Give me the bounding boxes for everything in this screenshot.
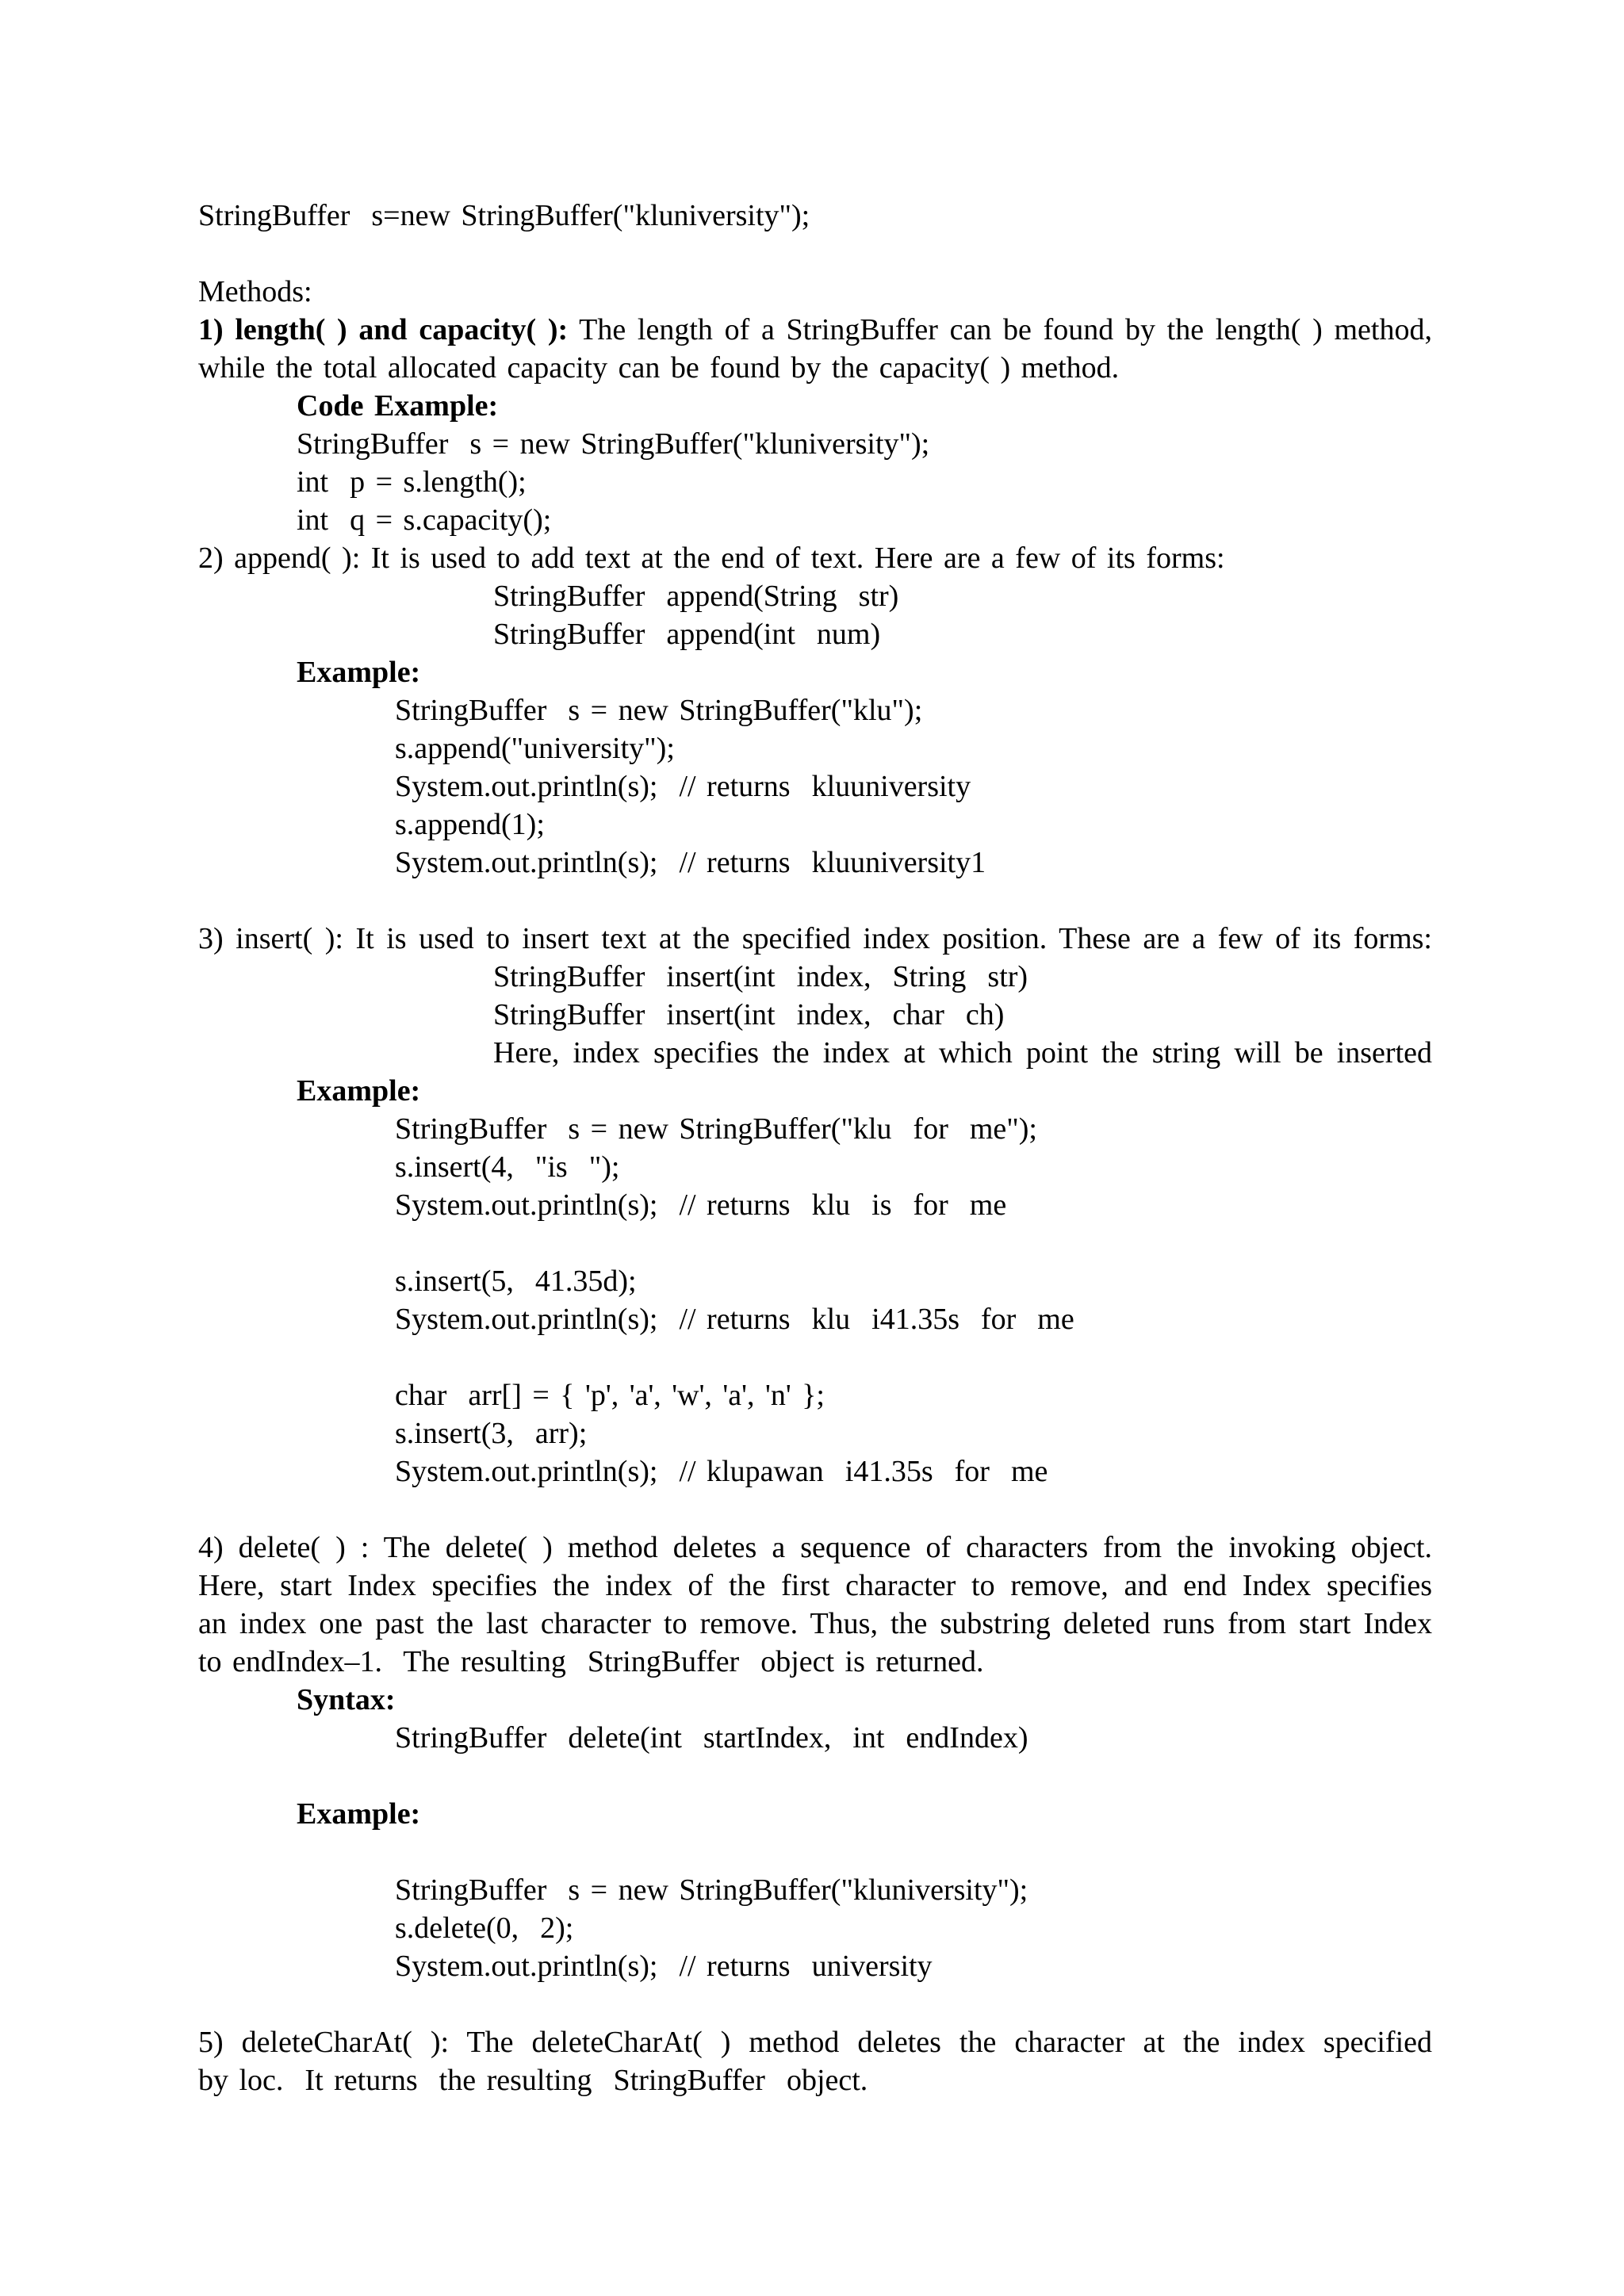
method-1-desc-1: The length of a StringBuffer can be found by the length( ) method, [579,313,1432,346]
method-4-syntax-label: Syntax: [297,1683,396,1716]
method-4-paragraph-line: an index one past the last character to remove. Thus, the substring deleted runs from start Index [198,1607,1432,1640]
method-3-form: StringBuffer insert(int index, String str) [493,960,1028,993]
method-4-syntax: StringBuffer delete(int startIndex, int endIndex) [395,1721,1028,1755]
method-4-paragraph-last-line: to endIndex–1. The resulting StringBuffer object is returned. [198,1645,984,1678]
method-1-line-2: while the total allocated capacity can be found by the capacity( ) method. [198,351,1120,385]
method-3-title-line: 3) insert( ): It is used to insert text at the specified index position. These are a few of its forms: [198,922,1432,955]
method-2-code-line: System.out.println(s); // returns kluuniversity [395,770,971,803]
method-4-paragraph-line: 4) delete( ) : The delete( ) method deletes a sequence of characters from the invoking object. [198,1531,1432,1564]
method-3-code-line: s.insert(5, 41.35d); [395,1265,637,1298]
method-5-line-2: by loc. It returns the resulting StringBuffer object. [198,2064,868,2097]
method-2-example-label: Example: [297,656,421,689]
method-3-code-line: s.insert(3, arr); [395,1417,588,1450]
method-2-code-line: StringBuffer s = new StringBuffer("klu"); [395,694,923,727]
method-2-code-line: s.append("university"); [395,732,675,765]
method-3-code-line: char arr[] = { 'p', 'a', 'w', 'a', 'n' }; [395,1379,825,1412]
method-4-paragraph-line: Here, start Index specifies the index of the first character to remove, and end Index specifies [198,1569,1432,1602]
method-4-example-label: Example: [297,1797,421,1831]
method-2-form: StringBuffer append(String str) [493,580,899,613]
method-3-example-label: Example: [297,1074,421,1108]
method-3-code-line: System.out.println(s); // returns klu i41.35s for me [395,1303,1074,1336]
method-3-code-line: StringBuffer s = new StringBuffer("klu for me"); [395,1112,1037,1146]
method-5-line-1: 5) deleteCharAt( ): The deleteCharAt( ) method deletes the character at the index specified [198,2026,1432,2059]
method-1-code-line: int p = s.length(); [297,465,527,499]
method-3-code-line: System.out.println(s); // returns klu is for me [395,1188,1007,1222]
method-1-line-1 [198,311,1432,349]
declaration-line: StringBuffer s=new StringBuffer("kluniversity"); [198,199,810,232]
method-1-code-line: int q = s.capacity(); [297,503,552,537]
method-2-form: StringBuffer append(int num) [493,618,881,651]
method-3-form: StringBuffer insert(int index, char ch) [493,998,1005,1031]
method-3-form-note: Here, index specifies the index at which point the string will be inserted [493,1036,1432,1070]
method-2-title-line: 2) append( ): It is used to add text at the end of text. Here are a few of its forms: [198,541,1225,575]
method-1-example-label: Code Example: [297,389,499,423]
method-3-code-line: System.out.println(s); // klupawan i41.35s for me [395,1455,1048,1488]
method-2-code-line: s.append(1); [395,808,545,841]
method-4-code-line: s.delete(0, 2); [395,1911,574,1945]
method-1-title: 1) length( ) and capacity( ): [198,313,569,346]
methods-heading: Methods: [198,275,312,308]
method-4-code-line: StringBuffer s = new StringBuffer("kluniversity"); [395,1873,1028,1907]
method-4-code-line: System.out.println(s); // returns university [395,1950,933,1983]
method-2-code-line: System.out.println(s); // returns kluuniversity1 [395,846,986,879]
method-1-code-line: StringBuffer s = new StringBuffer("kluniversity"); [297,427,930,461]
method-3-code-line: s.insert(4, "is "); [395,1150,620,1184]
